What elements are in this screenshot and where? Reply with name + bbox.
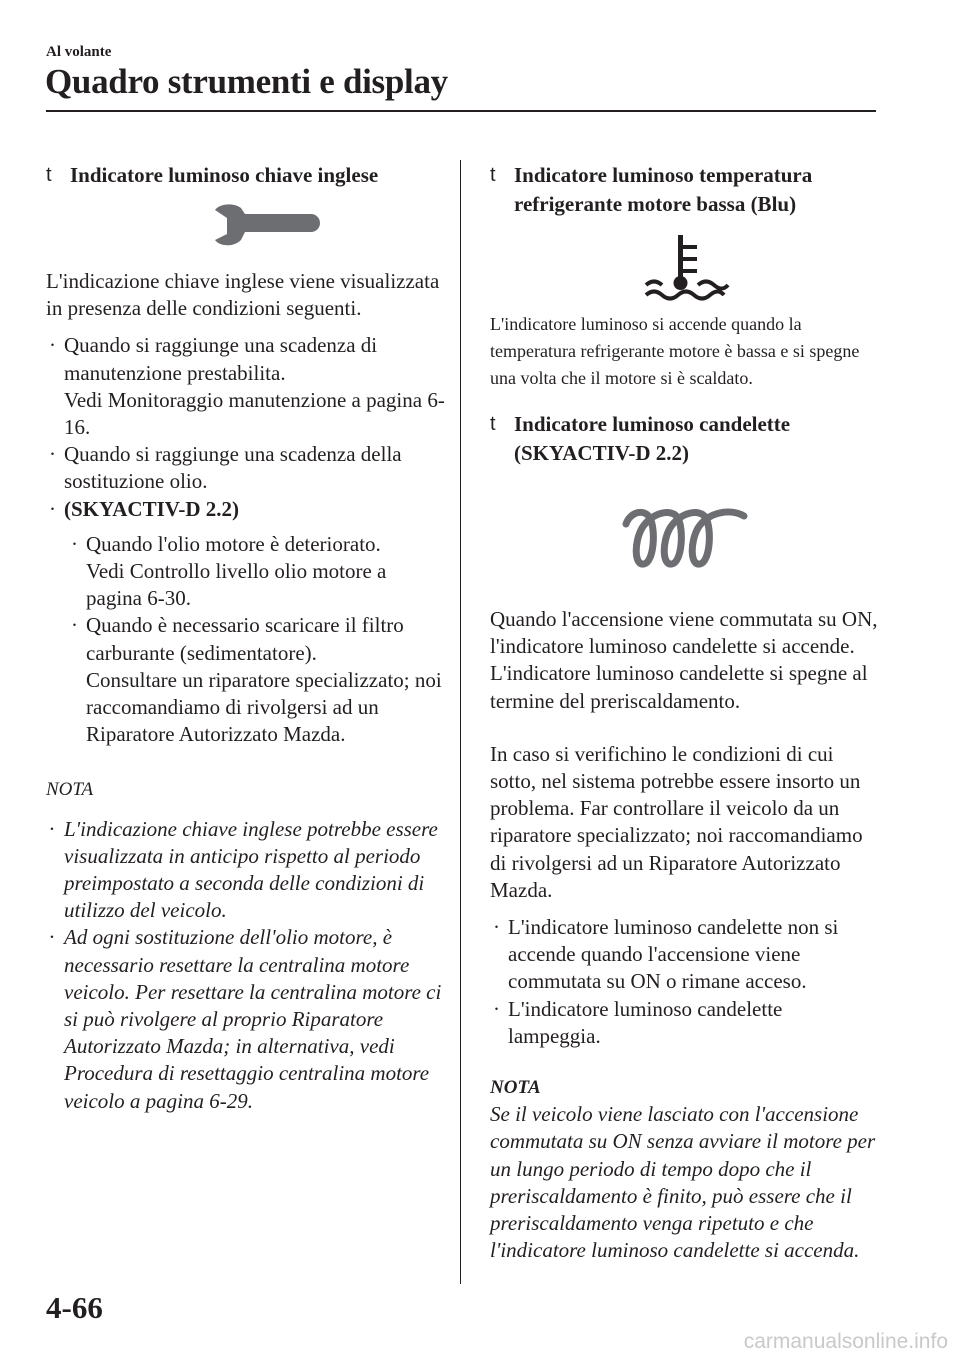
coolant-icon-wrap: [490, 233, 880, 305]
nota-text: L'indicazione chiave inglese potrebbe essere visualizzata in anticipo rispetto al periodo preimpostato a seconda delle condizioni di utilizzo del veicolo.: [64, 816, 438, 923]
coolant-temperature-icon: [640, 233, 730, 303]
page-number: 4-66: [46, 1290, 103, 1325]
bullet-reference: Vedi Controllo livello olio motore a pagina 6-30.: [86, 559, 387, 611]
heading-text: Indicatore luminoso chiave inglese: [70, 163, 379, 187]
list-item: [46, 332, 446, 441]
nota-label: NOTA: [46, 779, 94, 801]
bullet-dot: ·: [49, 496, 56, 521]
section-heading-glow: [490, 410, 880, 468]
right-column: [490, 161, 880, 1264]
bullet-dot: ·: [493, 996, 500, 1021]
bullet-dot: ·: [493, 915, 500, 940]
section-heading-coolant: [490, 161, 880, 219]
nota-label: NOTA: [490, 1077, 541, 1099]
nota-text: Ad ogni sostituzione dell'olio motore, è necessario resettare la centralina motore veicolo. Per resettare la centralina motore ci si può rivolgere al proprio Riparatore Autorizzato Mazda; in alternativa, vedi Procedura di resettaggio centralina motore veicolo a pagina 6-29.: [64, 925, 442, 1113]
sub-list-item: [68, 531, 446, 613]
bullet-dot: ·: [49, 442, 56, 467]
glow-plug-icon: [620, 502, 750, 572]
bullet-dot: ·: [49, 925, 55, 950]
section-heading-wrench: [46, 161, 446, 190]
bullet-reference: Consultare un riparatore specializzato; noi raccomandiamo di rivolgersi ad un Riparatore Autorizzato Mazda.: [86, 667, 442, 747]
left-column: [46, 161, 446, 1115]
glow-paragraph-1: Quando l'accensione viene commutata su ON, l'indicatore luminoso candelette si accende. L'indicatore luminoso candelette si spegne al termine del preriscaldamento.: [490, 607, 878, 713]
bullet-dot: ·: [71, 531, 78, 556]
column-divider: [460, 160, 461, 1284]
coolant-text: L'indicatore luminoso si accende quando la temperatura refrigerante motore è bassa e si spegne una volta che il motore si è scaldato.: [490, 314, 860, 388]
bullet-text: (SKYACTIV-D 2.2): [64, 496, 240, 521]
section-marker: t: [46, 164, 52, 186]
section-marker: t: [490, 413, 496, 435]
section-marker: t: [490, 164, 496, 186]
glow-paragraph-2: In caso si verifichino le condizioni di cui sotto, nel sistema potrebbe essere insorto un problema. Far controllare il veicolo da un riparatore specializzato; noi raccomandiamo di rivolgersi ad un Riparatore Autorizzato Mazda.: [490, 741, 863, 902]
nota-item: [46, 924, 446, 1114]
heading-text: Indicatore luminoso candelette (SKYACTIV-D 2.2): [514, 412, 791, 465]
list-item: [46, 496, 446, 523]
bullet-text: Quando l'olio motore è deteriorato.: [86, 531, 381, 556]
watermark: carmanualsonline.info: [743, 1330, 948, 1353]
heading-text: Indicatore luminoso temperatura refrigerante motore bassa (Blu): [514, 163, 813, 216]
bullet-text: L'indicatore luminoso candelette non si accende quando l'accensione viene commutata su ON o rimane acceso.: [508, 915, 839, 994]
nota-text: Se il veicolo viene lasciato con l'accensione commutata su ON senza avviare il motore per un lungo periodo di tempo dopo che il preriscaldamento è finito, può essere che il preriscaldamento venga ripetuto e che l'indicatore luminoso candelette si accenda.: [490, 1102, 876, 1263]
wrench-icon-wrap: [46, 202, 446, 258]
list-item: [490, 914, 880, 996]
glow-icon-wrap: [490, 502, 880, 582]
bullet-text: Quando si raggiunge una scadenza di manutenzione prestabilita.: [64, 333, 378, 385]
bullet-text: L'indicatore luminoso candelette lampeggia.: [508, 996, 783, 1048]
list-item: [490, 996, 880, 1050]
bullet-dot: ·: [49, 816, 55, 841]
header-rule: [46, 110, 876, 112]
section-label: Al volante: [46, 44, 112, 60]
bullet-reference: Vedi Monitoraggio manutenzione a pagina 6-16.: [64, 387, 445, 440]
wrench-icon: [211, 202, 321, 254]
bullet-dot: ·: [71, 613, 78, 638]
sub-list-item: [68, 612, 446, 748]
intro-text: L'indicazione chiave inglese viene visualizzata in presenza delle condizioni seguenti.: [46, 269, 440, 321]
bullet-text: Quando è necessario scaricare il filtro carburante (sedimentatore).: [86, 613, 404, 665]
page-title: Quadro strumenti e display: [45, 62, 448, 101]
list-item: [46, 441, 446, 495]
bullet-dot: ·: [49, 333, 56, 358]
nota-item: [46, 816, 446, 925]
bullet-text: Quando si raggiunge una scadenza della sostituzione olio.: [64, 442, 402, 494]
